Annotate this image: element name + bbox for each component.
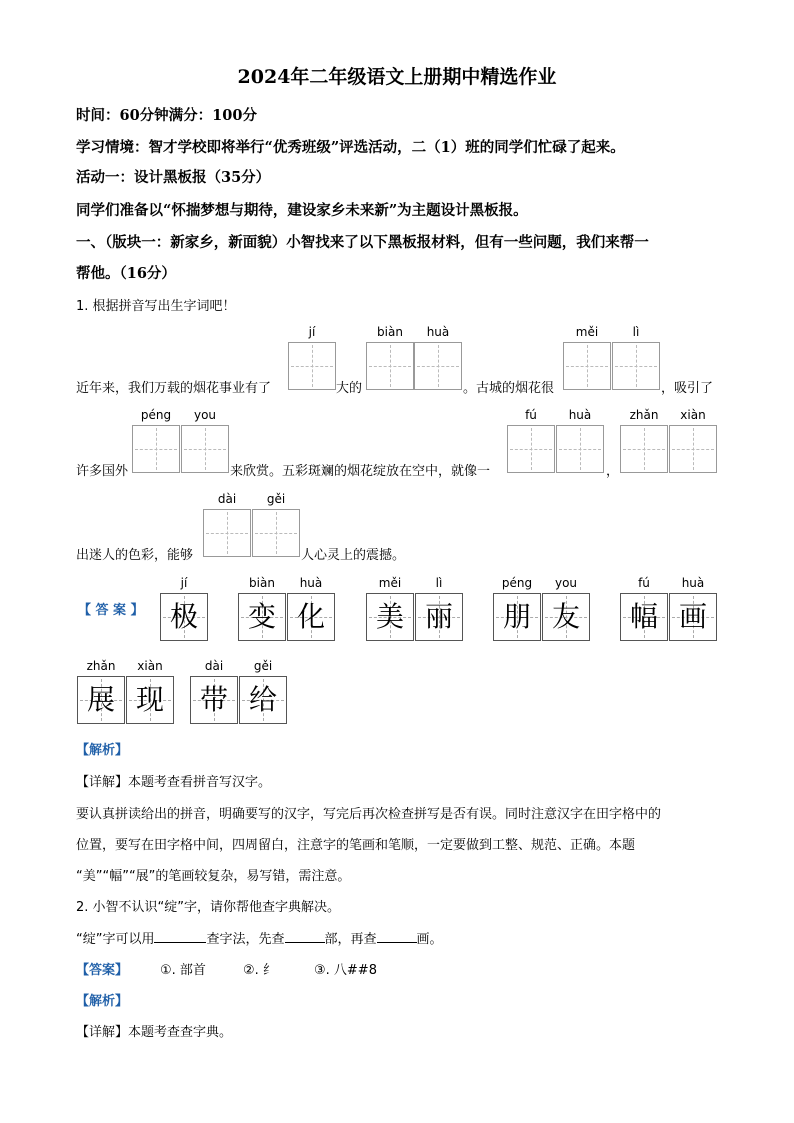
question-2-prompt: 2. 小智不认识“绽”字，请你帮他查字典解决。 bbox=[76, 900, 341, 915]
answer-label: 【答案】 bbox=[76, 963, 129, 978]
answer-char-box bbox=[542, 593, 590, 641]
pinyin-hua: huà bbox=[568, 408, 592, 422]
answer-char-box bbox=[493, 593, 541, 641]
answer-char-box bbox=[160, 593, 208, 641]
answer-pinyin: lì bbox=[435, 576, 443, 590]
answer-char-box bbox=[287, 593, 335, 641]
answer-pinyin: fú bbox=[638, 576, 650, 590]
explain-line: 要认真拼读给出的拼音，明确要写的汉字，写完后再次检查拼写是否有误。同时注意汉字在田字格中的 bbox=[76, 807, 662, 822]
answer-char: 化 bbox=[296, 600, 325, 633]
answer-pinyin: péng bbox=[501, 576, 533, 590]
passage-text: ，吸引了 bbox=[661, 381, 714, 396]
answer-char: 现 bbox=[135, 683, 164, 716]
pinyin-mei: měi bbox=[575, 325, 599, 339]
answer-char-box bbox=[669, 593, 717, 641]
answer-pinyin: biàn bbox=[249, 576, 275, 590]
fill-blank[interactable] bbox=[377, 928, 417, 943]
answer-char-box bbox=[620, 593, 668, 641]
answer-char: 幅 bbox=[629, 600, 658, 633]
passage-text: 许多国外 bbox=[76, 464, 129, 479]
passage-text: 人心灵上的震撼。 bbox=[301, 548, 406, 563]
answer-char: 画 bbox=[678, 600, 707, 633]
answer-char: 展 bbox=[86, 683, 115, 716]
answer-char-box bbox=[238, 593, 286, 641]
fill-text: 画。 bbox=[416, 932, 443, 947]
writing-box[interactable] bbox=[288, 342, 336, 390]
pinyin-li: lì bbox=[632, 325, 640, 339]
detail-text: 【详解】本题考查查字典。 bbox=[76, 1025, 233, 1040]
passage-text: 大的 bbox=[336, 381, 363, 396]
answer-item: ③. 八##8 bbox=[314, 963, 377, 978]
detail-text: 【详解】本题考查看拼音写汉字。 bbox=[76, 775, 272, 790]
answer-pinyin: měi bbox=[378, 576, 402, 590]
question-1-prompt: 1. 根据拼音写出生字词吧！ bbox=[76, 299, 236, 314]
writing-box[interactable] bbox=[563, 342, 611, 390]
answer-char: 给 bbox=[248, 683, 277, 716]
answer-pinyin: gěi bbox=[253, 659, 273, 673]
answer-char: 友 bbox=[551, 600, 580, 633]
answer-pinyin: zhǎn bbox=[86, 659, 116, 673]
writing-box[interactable] bbox=[507, 425, 555, 473]
writing-box[interactable] bbox=[556, 425, 604, 473]
page-title: 2024年二年级语文上册期中精选作业 bbox=[237, 66, 557, 88]
exam-meta: 时间：60分钟满分：100分 bbox=[76, 107, 257, 124]
pinyin-you: you bbox=[193, 408, 217, 422]
question-2-fill bbox=[76, 928, 443, 947]
answer-pinyin: xiàn bbox=[137, 659, 163, 673]
explain-line: “美”“幅”“展”的笔画较复杂，易写错，需注意。 bbox=[76, 869, 351, 884]
analysis-label: 【解析】 bbox=[76, 743, 129, 758]
fill-text: 查字法，先查 bbox=[206, 932, 285, 947]
writing-box[interactable] bbox=[669, 425, 717, 473]
pinyin-bian: biàn bbox=[377, 325, 403, 339]
answer-char: 朋 bbox=[502, 600, 531, 633]
activity-one-heading: 活动一：设计黑板报（35分） bbox=[76, 169, 271, 186]
activity-one-description: 同学们准备以“怀揣梦想与期待，建设家乡未来新”为主题设计黑板报。 bbox=[76, 202, 528, 219]
pinyin-peng: péng bbox=[140, 408, 172, 422]
answer-label: 【 答 案 】 bbox=[78, 603, 144, 618]
writing-box[interactable] bbox=[366, 342, 414, 390]
writing-box[interactable] bbox=[252, 509, 300, 557]
answer-char-box bbox=[126, 676, 174, 724]
passage-text: 出迷人的色彩，能够 bbox=[76, 548, 194, 563]
answer-pinyin: huà bbox=[681, 576, 705, 590]
pinyin-hua: huà bbox=[426, 325, 450, 339]
answer-char-box bbox=[239, 676, 287, 724]
answer-item: ②. 纟 bbox=[243, 963, 276, 978]
fill-blank[interactable] bbox=[285, 928, 325, 943]
passage-text: 。古城的烟花很 bbox=[463, 381, 555, 396]
writing-box[interactable] bbox=[132, 425, 180, 473]
fill-blank[interactable] bbox=[154, 928, 206, 943]
pinyin-zhan: zhǎn bbox=[629, 408, 659, 422]
answer-char-box bbox=[190, 676, 238, 724]
answer-pinyin: jí bbox=[180, 576, 188, 590]
answer-char: 美 bbox=[375, 600, 404, 633]
writing-box[interactable] bbox=[203, 509, 251, 557]
section-one-line-1: 一、（版块一：新家乡，新面貌）小智找来了以下黑板报材料，但有一些问题，我们来帮一 bbox=[76, 234, 649, 251]
answer-char-box bbox=[366, 593, 414, 641]
answer-char: 带 bbox=[199, 683, 228, 716]
answer-pinyin: you bbox=[554, 576, 578, 590]
passage-text: ， bbox=[606, 464, 620, 479]
answer-char-box bbox=[77, 676, 125, 724]
learning-situation: 学习情境：智才学校即将举行“优秀班级”评选活动，二（1）班的同学们忙碌了起来。 bbox=[76, 139, 625, 156]
answer-char: 丽 bbox=[424, 600, 453, 633]
answer-char: 极 bbox=[169, 600, 198, 633]
explain-line: 位置，要写在田字格中间，四周留白，注意字的笔画和笔顺，一定要做到工整、规范、正确。本题 bbox=[76, 838, 636, 853]
fill-text: 部，再查 bbox=[324, 932, 377, 947]
writing-box[interactable] bbox=[181, 425, 229, 473]
writing-box[interactable] bbox=[620, 425, 668, 473]
answer-item: ①. 部首 bbox=[160, 963, 206, 978]
pinyin-xian: xiàn bbox=[680, 408, 706, 422]
passage-text: 来欣赏。五彩斑斓的烟花绽放在空中，就像一 bbox=[230, 464, 491, 479]
pinyin-gei: gěi bbox=[266, 492, 286, 506]
writing-box[interactable] bbox=[612, 342, 660, 390]
pinyin-fu: fú bbox=[525, 408, 537, 422]
passage-text: 近年来，我们万载的烟花事业有了 bbox=[76, 381, 272, 396]
analysis-label: 【解析】 bbox=[76, 994, 129, 1009]
answer-pinyin: huà bbox=[299, 576, 323, 590]
section-one-line-2: 帮他。（16分） bbox=[76, 265, 176, 282]
answer-char-box bbox=[415, 593, 463, 641]
pinyin-dai: dài bbox=[217, 492, 237, 506]
answer-char: 变 bbox=[247, 600, 276, 633]
fill-text: “绽”字可以用 bbox=[76, 932, 155, 947]
pinyin-ji: jí bbox=[308, 325, 316, 339]
writing-box[interactable] bbox=[414, 342, 462, 390]
answer-pinyin: dài bbox=[204, 659, 224, 673]
